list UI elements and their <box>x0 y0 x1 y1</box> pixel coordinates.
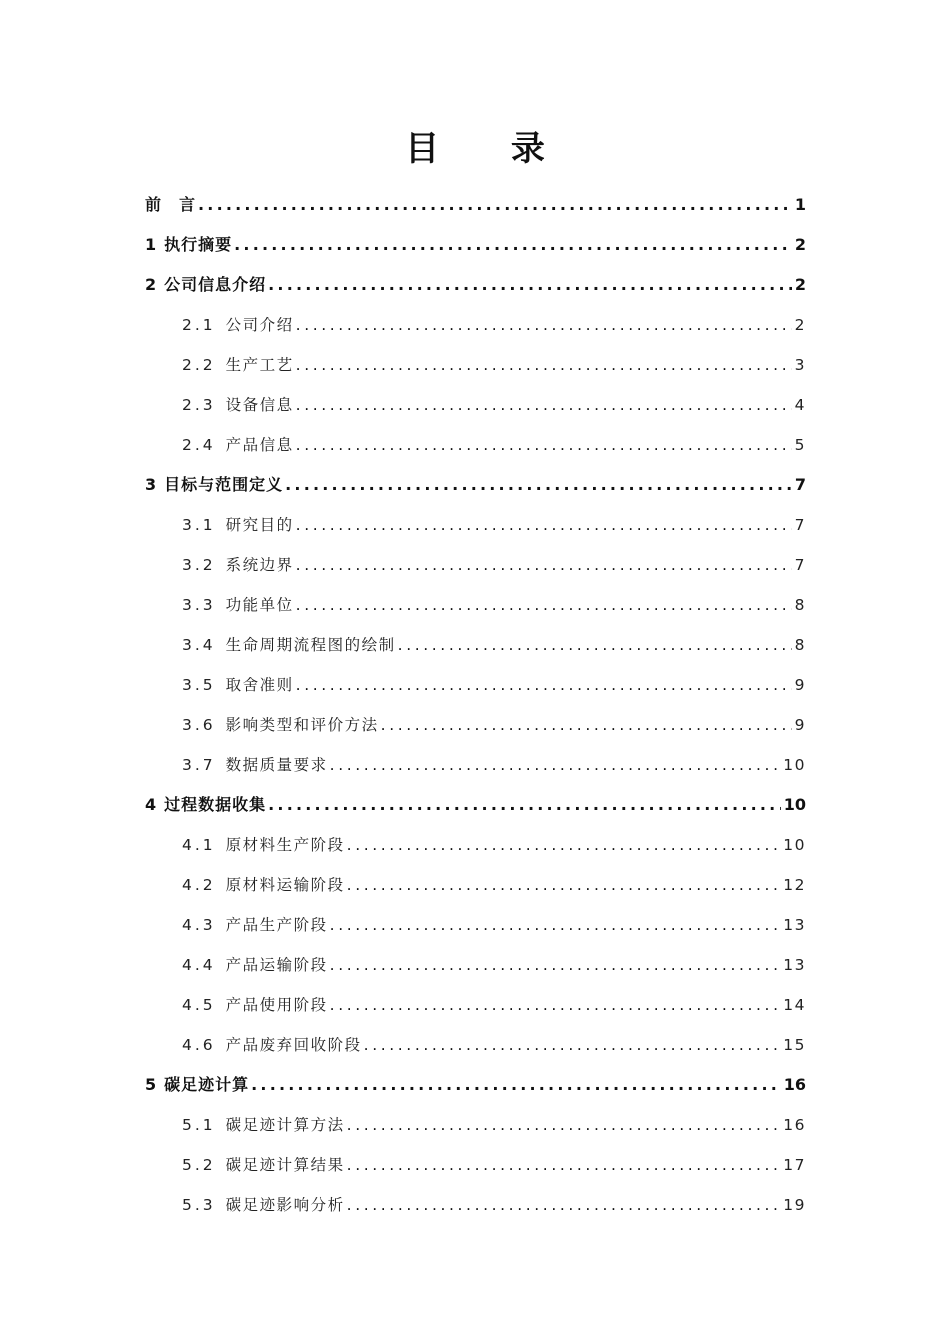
toc-page-number: 1 <box>794 195 806 214</box>
toc-entry-number: 4.6 <box>182 1036 216 1054</box>
toc-entry-number: 4.1 <box>182 836 216 854</box>
toc-section-entry[interactable] <box>145 505 806 545</box>
toc-dot-leader <box>347 1105 781 1145</box>
toc-entry-label: 生命周期流程图的绘制 <box>225 636 396 654</box>
toc-entry-label: 取舍准则 <box>225 676 294 694</box>
toc-page-number: 12 <box>783 876 806 894</box>
toc-entry-label: 公司介绍 <box>225 316 294 334</box>
toc-entry-label: 研究目的 <box>225 516 294 534</box>
toc-section-entry[interactable] <box>145 985 806 1025</box>
toc-entry-label: 原材料运输阶段 <box>225 876 345 894</box>
toc-entry-label: 影响类型和评价方法 <box>225 716 379 734</box>
toc-dot-leader <box>347 865 781 905</box>
toc-page-number: 2 <box>794 275 806 294</box>
toc-dot-leader <box>330 745 781 785</box>
toc-section-entry[interactable] <box>145 625 806 665</box>
toc-entry-label: 目标与范围定义 <box>164 475 284 494</box>
toc-entry-number: 2.3 <box>182 396 216 414</box>
toc-dot-leader <box>330 945 781 985</box>
toc-entry-label: 产品使用阶段 <box>225 996 328 1014</box>
toc-entry-number: 3 <box>145 475 157 494</box>
toc-section-entry[interactable] <box>145 905 806 945</box>
toc-chapter-entry[interactable] <box>145 465 806 505</box>
toc-entry-number: 4.4 <box>182 956 216 974</box>
toc-section-entry[interactable] <box>145 825 806 865</box>
toc-dot-leader <box>296 425 792 465</box>
toc-dot-leader <box>398 625 792 665</box>
toc-dot-leader <box>330 985 781 1025</box>
toc-entry-label: 过程数据收集 <box>164 795 267 814</box>
toc-entry-number: 3.1 <box>182 516 216 534</box>
toc-entry-number: 3.7 <box>182 756 216 774</box>
toc-page-number: 4 <box>794 396 806 414</box>
toc-page-number: 7 <box>794 475 806 494</box>
toc-entry-label: 碳足迹计算方法 <box>225 1116 345 1134</box>
toc-entry-label: 碳足迹影响分析 <box>225 1196 345 1214</box>
toc-section-entry[interactable] <box>145 305 806 345</box>
toc-page-number: 10 <box>783 795 806 814</box>
toc-entry-number: 3.2 <box>182 556 216 574</box>
toc-dot-leader <box>296 345 792 385</box>
toc-section-entry[interactable] <box>145 1185 806 1225</box>
toc-section-entry[interactable] <box>145 385 806 425</box>
toc-entry-number: 4.3 <box>182 916 216 934</box>
toc-entry-label: 产品废弃回收阶段 <box>225 1036 362 1054</box>
toc-page-number: 16 <box>783 1116 806 1134</box>
toc-entry-number: 5.2 <box>182 1156 216 1174</box>
toc-page-number: 2 <box>794 235 806 254</box>
toc-page-number: 7 <box>794 556 806 574</box>
toc-dot-leader <box>296 665 792 705</box>
toc-entry-number: 3.4 <box>182 636 216 654</box>
toc-section-entry[interactable] <box>145 1025 806 1065</box>
toc-dot-leader <box>268 785 781 825</box>
toc-dot-leader <box>268 265 792 305</box>
toc-entry-label: 产品生产阶段 <box>225 916 328 934</box>
toc-section-entry[interactable] <box>145 545 806 585</box>
toc-page-number: 16 <box>783 1075 806 1094</box>
toc-entry-number: 5.1 <box>182 1116 216 1134</box>
toc-page-number: 5 <box>794 436 806 454</box>
toc-dot-leader <box>285 465 792 505</box>
toc-page-number: 10 <box>783 756 806 774</box>
toc-entry-label: 碳足迹计算 <box>164 1075 250 1094</box>
toc-entry-number: 2.4 <box>182 436 216 454</box>
toc-entry-label: 碳足迹计算结果 <box>225 1156 345 1174</box>
toc-entry-label: 前 言 <box>145 195 197 214</box>
toc-section-entry[interactable] <box>145 1105 806 1145</box>
toc-chapter-entry[interactable] <box>145 785 806 825</box>
toc-entry-label: 产品运输阶段 <box>225 956 328 974</box>
toc-dot-leader <box>234 225 792 265</box>
toc-entry-label: 功能单位 <box>225 596 294 614</box>
toc-dot-leader <box>347 825 781 865</box>
toc-page-number: 8 <box>794 636 806 654</box>
toc-entry-label: 设备信息 <box>225 396 294 414</box>
toc-entry-label: 生产工艺 <box>225 356 294 374</box>
toc-entry-number: 3.6 <box>182 716 216 734</box>
toc-page-number: 17 <box>783 1156 806 1174</box>
toc-entry-number: 2 <box>145 275 157 294</box>
toc-dot-leader <box>364 1025 781 1065</box>
toc-entry-number: 3.3 <box>182 596 216 614</box>
toc-chapter-entry[interactable] <box>145 1065 806 1105</box>
toc-entry-number: 2.2 <box>182 356 216 374</box>
toc-dot-leader <box>251 1065 781 1105</box>
toc-entry-label: 公司信息介绍 <box>164 275 267 294</box>
toc-entry-number: 3.5 <box>182 676 216 694</box>
toc-section-entry[interactable] <box>145 745 806 785</box>
toc-dot-leader <box>198 185 792 225</box>
toc-page-number: 13 <box>783 916 806 934</box>
toc-chapter-entry[interactable] <box>145 225 806 265</box>
toc-section-entry[interactable] <box>145 665 806 705</box>
toc-entry-number: 2.1 <box>182 316 216 334</box>
toc-dot-leader <box>296 305 792 345</box>
toc-section-entry[interactable] <box>145 1145 806 1185</box>
table-of-contents <box>145 185 806 1225</box>
toc-page-number: 8 <box>794 596 806 614</box>
toc-entry-label: 数据质量要求 <box>225 756 328 774</box>
toc-dot-leader <box>296 385 792 425</box>
toc-page-number: 7 <box>794 516 806 534</box>
toc-dot-leader <box>347 1185 781 1225</box>
toc-page-number: 9 <box>794 716 806 734</box>
toc-entry-label: 原材料生产阶段 <box>225 836 345 854</box>
toc-chapter-entry[interactable] <box>145 265 806 305</box>
toc-page-number: 9 <box>794 676 806 694</box>
toc-entry-label: 产品信息 <box>225 436 294 454</box>
toc-section-entry[interactable] <box>145 425 806 465</box>
toc-entry-number: 4 <box>145 795 157 814</box>
toc-dot-leader <box>296 505 792 545</box>
toc-section-entry[interactable] <box>145 345 806 385</box>
toc-page-number: 19 <box>783 1196 806 1214</box>
toc-entry-label: 系统边界 <box>225 556 294 574</box>
toc-page-number: 14 <box>783 996 806 1014</box>
toc-page-number: 15 <box>783 1036 806 1054</box>
toc-entry-number: 5.3 <box>182 1196 216 1214</box>
toc-dot-leader <box>330 905 781 945</box>
toc-dot-leader <box>347 1145 781 1185</box>
page-title: 目 录 <box>405 129 575 169</box>
toc-section-entry[interactable] <box>145 585 806 625</box>
toc-dot-leader <box>296 545 792 585</box>
toc-page-number: 2 <box>794 316 806 334</box>
toc-entry-number: 4.5 <box>182 996 216 1014</box>
toc-chapter-entry[interactable] <box>145 185 806 225</box>
toc-section-entry[interactable] <box>145 945 806 985</box>
toc-entry-number: 1 <box>145 235 157 254</box>
toc-entry-label: 执行摘要 <box>164 235 233 254</box>
toc-section-entry[interactable] <box>145 865 806 905</box>
toc-dot-leader <box>381 705 792 745</box>
toc-dot-leader <box>296 585 792 625</box>
toc-section-entry[interactable] <box>145 705 806 745</box>
toc-entry-number: 5 <box>145 1075 157 1094</box>
toc-page-number: 3 <box>794 356 806 374</box>
toc-page-number: 13 <box>783 956 806 974</box>
toc-page-number: 10 <box>783 836 806 854</box>
toc-entry-number: 4.2 <box>182 876 216 894</box>
